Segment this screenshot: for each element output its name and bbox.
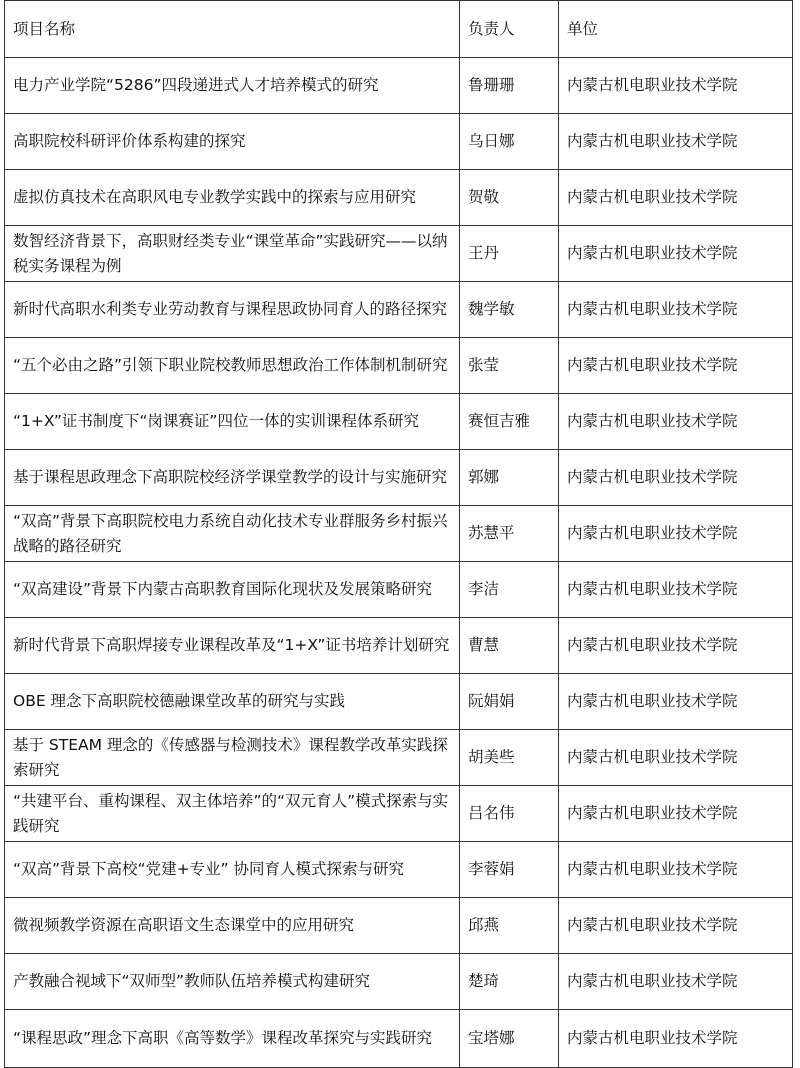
table-row <box>5 114 793 170</box>
owner-cell: 苏慧平 <box>460 506 559 562</box>
table-row <box>5 954 793 1010</box>
project-name-cell: 基于 STEAM 理念的《传感器与检测技术》课程教学改革实践探索研究 <box>5 730 460 786</box>
project-name-cell: “共建平台、重构课程、双主体培养”的“双元育人”模式探索与实践研究 <box>5 786 460 842</box>
project-name-cell: 数智经济背景下，高职财经类专业“课堂革命”实践研究——以纳税实务课程为例 <box>5 226 460 282</box>
owner-cell: 楚琦 <box>460 954 559 1010</box>
table-row <box>5 842 793 898</box>
unit-cell: 内蒙古机电职业技术学院 <box>559 954 793 1010</box>
owner-cell: 乌日娜 <box>460 114 559 170</box>
owner-cell: 李洁 <box>460 562 559 618</box>
table-row <box>5 618 793 674</box>
unit-cell: 内蒙古机电职业技术学院 <box>559 226 793 282</box>
owner-cell: 宝塔娜 <box>460 1010 559 1068</box>
project-name-cell: “1+X”证书制度下“岗课赛证”四位一体的实训课程体系研究 <box>5 394 460 450</box>
header-project-name: 项目名称 <box>5 1 460 58</box>
owner-cell: 贺敬 <box>460 170 559 226</box>
project-name-cell: “双高”背景下高职院校电力系统自动化技术专业群服务乡村振兴战略的路径研究 <box>5 506 460 562</box>
table-row <box>5 562 793 618</box>
unit-cell: 内蒙古机电职业技术学院 <box>559 170 793 226</box>
unit-cell: 内蒙古机电职业技术学院 <box>559 618 793 674</box>
unit-cell: 内蒙古机电职业技术学院 <box>559 1010 793 1068</box>
unit-cell: 内蒙古机电职业技术学院 <box>559 506 793 562</box>
owner-cell: 魏学敏 <box>460 282 559 338</box>
unit-cell: 内蒙古机电职业技术学院 <box>559 562 793 618</box>
project-name-cell: 新时代高职水利类专业劳动教育与课程思政协同育人的路径探究 <box>5 282 460 338</box>
table-row <box>5 338 793 394</box>
header-owner: 负责人 <box>460 1 559 58</box>
project-name-cell: 基于课程思政理念下高职院校经济学课堂教学的设计与实施研究 <box>5 450 460 506</box>
owner-cell: 王丹 <box>460 226 559 282</box>
owner-cell: 阮娟娟 <box>460 674 559 730</box>
owner-cell: 邱燕 <box>460 898 559 954</box>
unit-cell: 内蒙古机电职业技术学院 <box>559 394 793 450</box>
project-name-cell: 产教融合视域下“双师型”教师队伍培养模式构建研究 <box>5 954 460 1010</box>
unit-cell: 内蒙古机电职业技术学院 <box>559 786 793 842</box>
unit-cell: 内蒙古机电职业技术学院 <box>559 450 793 506</box>
project-name-cell: 新时代背景下高职焊接专业课程改革及“1+X”证书培养计划研究 <box>5 618 460 674</box>
table-row <box>5 506 793 562</box>
project-name-cell: 微视频教学资源在高职语文生态课堂中的应用研究 <box>5 898 460 954</box>
project-name-cell: “五个必由之路”引领下职业院校教师思想政治工作体制机制研究 <box>5 338 460 394</box>
project-name-cell: “双高”背景下高校“党建+专业” 协同育人模式探索与研究 <box>5 842 460 898</box>
table-row <box>5 58 793 114</box>
unit-cell: 内蒙古机电职业技术学院 <box>559 842 793 898</box>
table-row <box>5 170 793 226</box>
unit-cell: 内蒙古机电职业技术学院 <box>559 58 793 114</box>
project-name-cell: “双高建设”背景下内蒙古高职教育国际化现状及发展策略研究 <box>5 562 460 618</box>
owner-cell: 赛恒吉雅 <box>460 394 559 450</box>
table-header-row <box>5 1 793 58</box>
unit-cell: 内蒙古机电职业技术学院 <box>559 730 793 786</box>
project-name-cell: 高职院校科研评价体系构建的探究 <box>5 114 460 170</box>
owner-cell: 郭娜 <box>460 450 559 506</box>
unit-cell: 内蒙古机电职业技术学院 <box>559 282 793 338</box>
owner-cell: 鲁珊珊 <box>460 58 559 114</box>
unit-cell: 内蒙古机电职业技术学院 <box>559 338 793 394</box>
owner-cell: 曹慧 <box>460 618 559 674</box>
unit-cell: 内蒙古机电职业技术学院 <box>559 114 793 170</box>
unit-cell: 内蒙古机电职业技术学院 <box>559 674 793 730</box>
header-unit: 单位 <box>559 1 793 58</box>
table-row <box>5 786 793 842</box>
owner-cell: 吕名伟 <box>460 786 559 842</box>
project-name-cell: “课程思政”理念下高职《高等数学》课程改革探究与实践研究 <box>5 1010 460 1068</box>
projects-table <box>4 0 793 1068</box>
table-row <box>5 394 793 450</box>
table-row <box>5 282 793 338</box>
project-name-cell: 电力产业学院“5286”四段递进式人才培养模式的研究 <box>5 58 460 114</box>
project-name-cell: 虚拟仿真技术在高职风电专业教学实践中的探索与应用研究 <box>5 170 460 226</box>
unit-cell: 内蒙古机电职业技术学院 <box>559 898 793 954</box>
owner-cell: 李蓉娟 <box>460 842 559 898</box>
table-row <box>5 730 793 786</box>
owner-cell: 胡美些 <box>460 730 559 786</box>
table-row <box>5 450 793 506</box>
table-row <box>5 226 793 282</box>
table-row <box>5 898 793 954</box>
owner-cell: 张莹 <box>460 338 559 394</box>
table-row <box>5 674 793 730</box>
project-name-cell: OBE 理念下高职院校德融课堂改革的研究与实践 <box>5 674 460 730</box>
